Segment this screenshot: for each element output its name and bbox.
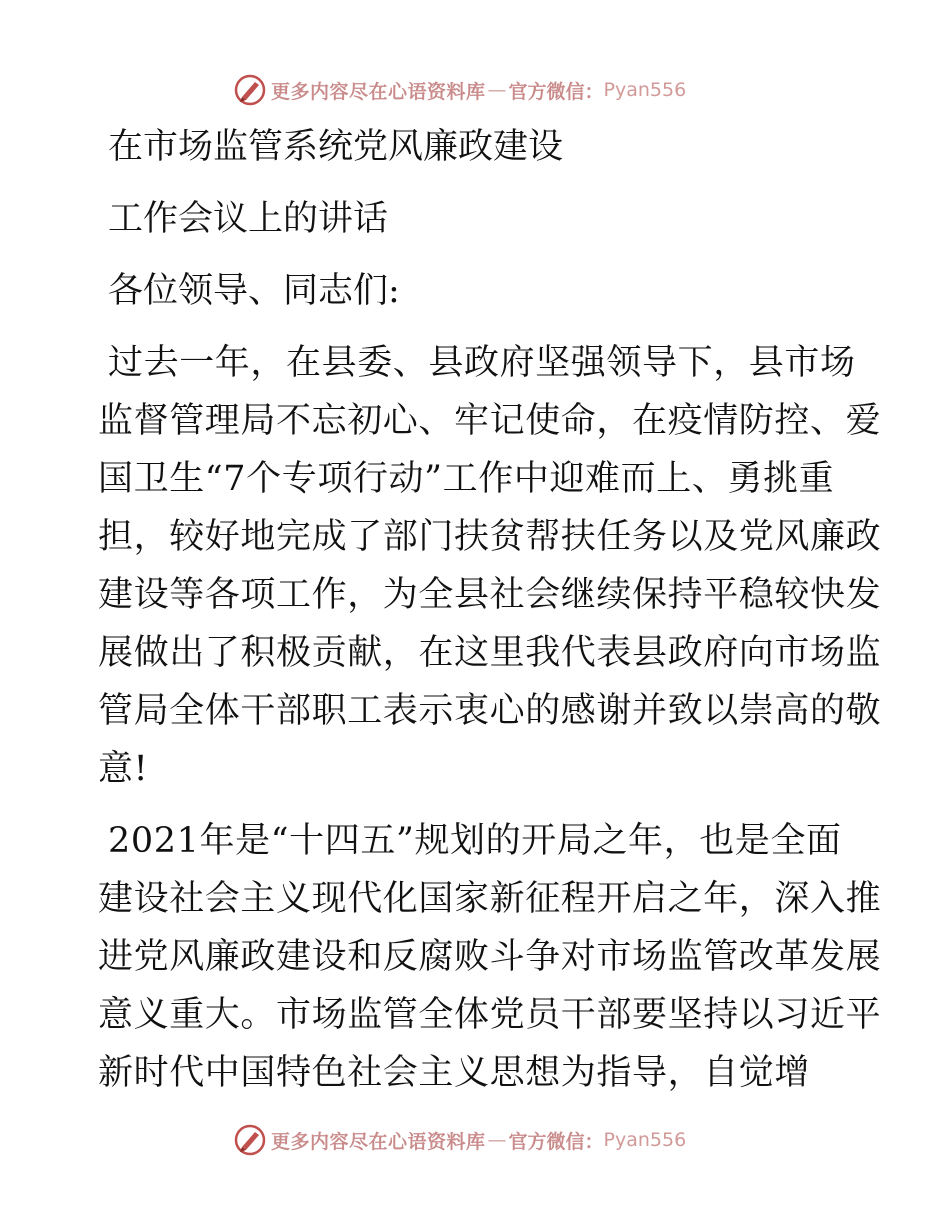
watermark-text: 更多内容尽在心语资料库 <box>271 80 486 103</box>
title-line-2: 工作会议上的讲话 <box>108 199 389 239</box>
title-line-1: 在市场监管系统党风廉政建设 <box>108 127 564 167</box>
watermark-text: 更多内容尽在心语资料库 <box>271 1130 486 1153</box>
watermark-separator: — <box>487 79 507 101</box>
pen-logo-icon <box>233 73 267 107</box>
paragraph-line: 担，较好地完成了部门扶贫帮扶任务以及党风廉政 <box>98 517 882 557</box>
document-body <box>98 118 882 1116</box>
paragraph-line: 建设社会主义现代化国家新征程开启之年，深入推 <box>98 879 882 919</box>
watermark-separator: — <box>487 1129 507 1151</box>
paragraph-line: 进党风廉政建设和反腐败斗争对市场监管改革发展 <box>98 937 882 977</box>
pen-logo-icon <box>233 1123 267 1157</box>
paragraph-line: 国卫生“7个专项行动”工作中迎难而上、勇挑重 <box>98 459 835 499</box>
paragraph-line: 意! <box>98 749 149 789</box>
paragraph-line: 管局全体干部职工表示衷心的感谢并致以崇高的敬 <box>98 691 882 731</box>
paragraph-1 <box>98 334 882 798</box>
paragraph-line: 建设等各项工作，为全县社会继续保持平稳较快发 <box>98 575 882 615</box>
watermark-official-label: 官方微信： <box>508 1130 604 1153</box>
paragraph-line: 新时代中国特色社会主义思想为指导，自觉增 <box>98 1053 811 1093</box>
paragraph-line: 过去一年，在县委、县政府坚强领导下，县市场 <box>108 343 856 383</box>
watermark-account: Pyan556 <box>603 1129 687 1151</box>
salutation: 各位领导、同志们: <box>108 271 400 311</box>
paragraph-line: 2021年是“十四五”规划的开局之年，也是全面 <box>108 821 842 861</box>
paragraph-2 <box>98 812 882 1102</box>
paragraph-line: 监督管理局不忘初心、牢记使命，在疫情防控、爱 <box>98 401 882 441</box>
watermark-official-label: 官方微信： <box>508 80 604 103</box>
watermark-account: Pyan556 <box>603 79 687 101</box>
paragraph-line: 意义重大。市场监管全体党员干部要坚持以习近平 <box>98 995 882 1035</box>
watermark-header <box>233 72 686 108</box>
watermark-footer <box>233 1122 686 1158</box>
paragraph-line: 展做出了积极贡献，在这里我代表县政府向市场监 <box>98 633 882 673</box>
